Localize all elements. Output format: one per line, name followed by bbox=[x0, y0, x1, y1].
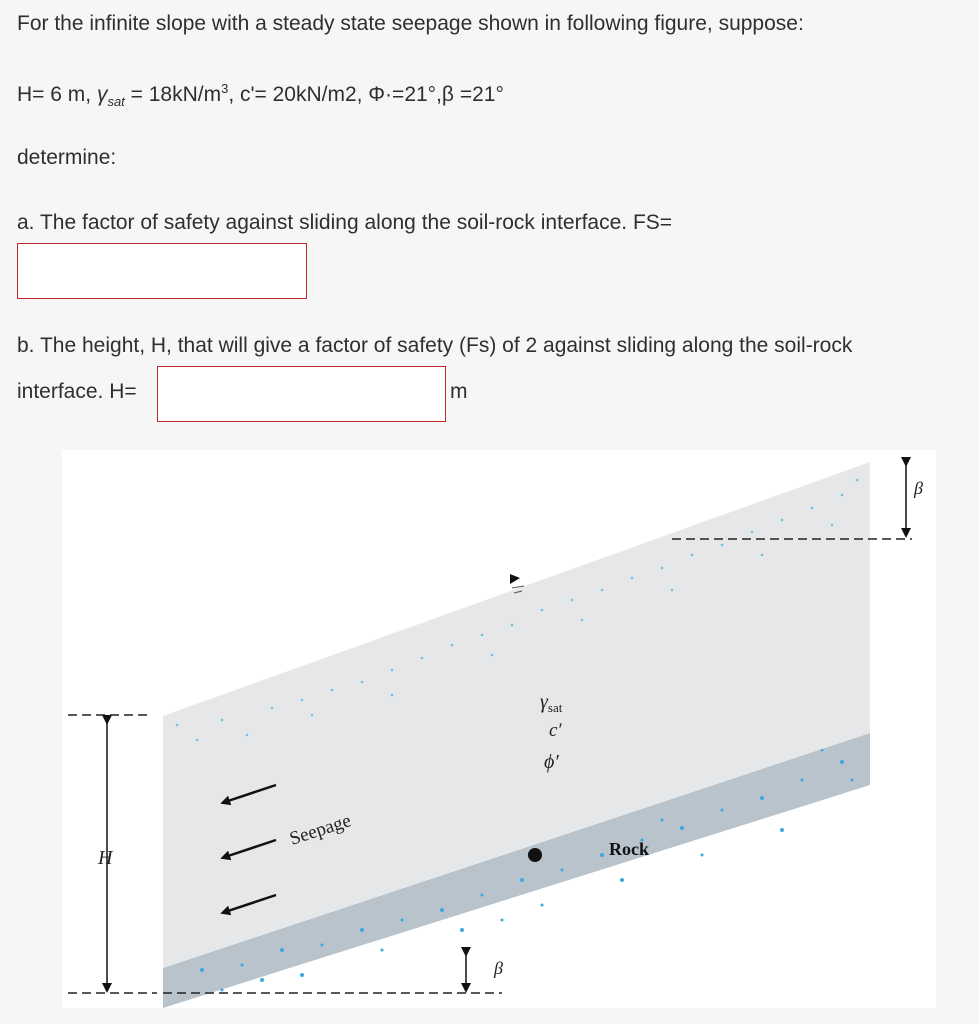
rock-label: Rock bbox=[609, 839, 649, 859]
gamma-label: $\gamma_{sat}$ bbox=[540, 691, 563, 715]
slope-diagram bbox=[62, 450, 936, 1008]
given-values bbox=[17, 81, 504, 109]
given-height: H= 6 m, bbox=[17, 83, 97, 106]
gamma-subscript: sat bbox=[107, 94, 125, 110]
interface-point bbox=[528, 848, 542, 862]
h-label: H bbox=[98, 847, 113, 869]
phi-label: ϕ′ bbox=[544, 751, 559, 773]
slope-figure bbox=[62, 450, 936, 1008]
question-intro: For the infinite slope with a steady state seepage shown in following figure, suppose: bbox=[17, 12, 804, 35]
top-beta-label: β bbox=[914, 478, 923, 498]
part-b-text: b. The height, H, that will give a factor of safety (Fs) of 2 against sliding along the soil-rock bbox=[17, 334, 853, 357]
gamma-symbol: γ bbox=[96, 83, 108, 106]
fs-answer-input[interactable] bbox=[17, 243, 307, 299]
bottom-beta-label: β bbox=[494, 958, 503, 978]
given-rest: , c'= 20kN/m2, Φ·=21°,β =21° bbox=[228, 83, 504, 106]
determine-label: determine: bbox=[17, 146, 117, 169]
c-label: c′ bbox=[549, 720, 562, 741]
gamma-value: = 18kN/m bbox=[124, 83, 222, 106]
part-a-text: a. The factor of safety against sliding along the soil-rock interface. FS= bbox=[17, 211, 673, 234]
gamma-exponent: 3 bbox=[221, 81, 229, 96]
seepage-label: Seepage bbox=[287, 810, 354, 850]
h-unit: m bbox=[450, 380, 468, 403]
water-table-marker bbox=[510, 574, 520, 584]
part-b-label: interface. H= bbox=[17, 380, 137, 403]
h-answer-input[interactable] bbox=[157, 366, 446, 422]
